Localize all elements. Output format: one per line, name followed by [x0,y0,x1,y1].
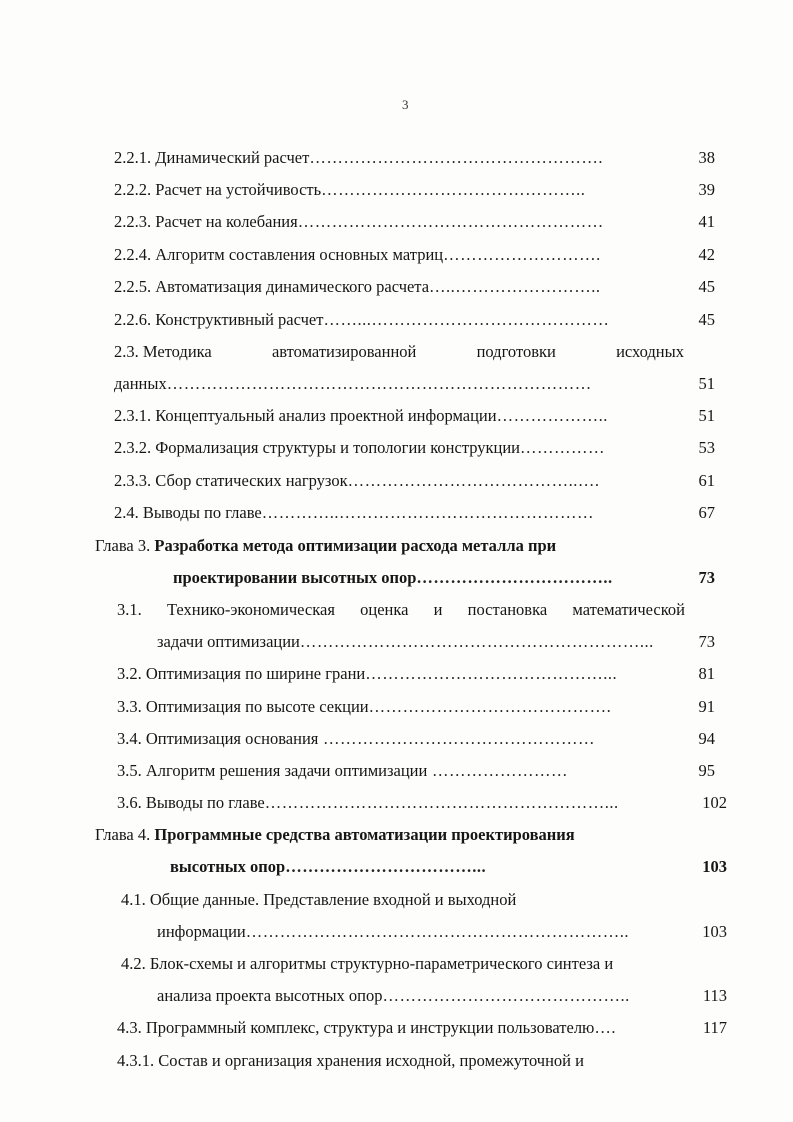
toc-leader-dots: ……………………………………….. [321,180,586,199]
toc-leader-dots: ……………….. [496,406,608,425]
page-number: 3 [402,97,409,112]
toc-entry [114,308,682,332]
toc-page-number: 102 [702,793,727,812]
toc-page-number: 45 [698,277,715,296]
toc-page-number: 45 [698,310,715,329]
toc-entry-title: высотных опор [170,857,286,876]
toc-entry-title: 2.3.2. Формализация структуры и топологии конструкции [114,438,521,457]
toc-entry [114,501,682,525]
toc-page-number: 113 [702,986,727,1005]
toc-page-number: 117 [702,1018,727,1037]
toc-entry [117,598,685,622]
toc-page-number: 103 [702,857,727,876]
toc-word: автоматизированной [271,342,417,361]
toc-word: исходных [616,342,684,361]
toc-entry [121,888,681,912]
toc-word: и [433,600,443,619]
toc-entry-title: 2.2.3. Расчет на колебания [114,212,298,231]
toc-word: Технико-экономическая [166,600,335,619]
toc-entry-title: данных [114,374,167,393]
toc-leader-dots: …………………………………….. [382,986,630,1005]
toc-page-number: 67 [698,503,715,522]
toc-page-number: 51 [698,406,715,425]
toc-page-number: 38 [698,148,715,167]
toc-leader-dots: ……………………………………………………... [299,632,654,651]
toc-entry-title: 4.3.1. Состав и организация хранения исходной, промежуточной и [117,1051,584,1070]
toc-entry [173,566,683,590]
toc-entry [157,984,685,1008]
toc-page-number: 39 [698,180,715,199]
toc-page-number: 53 [698,438,715,457]
chapter-heading [95,534,715,558]
toc-entry-title: 3.4. Оптимизация основания [117,729,319,748]
toc-leader-dots: ………………………………………………………………… [166,374,592,393]
toc-entry [114,340,684,364]
toc-entry-title: задачи оптимизации [157,632,300,651]
toc-entry-title: 2.2.4. Алгоритм составления основных матриц [114,245,444,264]
toc-entry-title: 2.2.2. Расчет на устойчивость [114,180,322,199]
chapter-title: Программные средства автоматизации проектирования [154,825,575,844]
toc-page-number: 41 [698,212,715,231]
toc-leader-dots: ………………………………………………………….. [245,922,629,941]
toc-page-number: 42 [698,245,715,264]
toc-entry [157,630,685,654]
toc-page-number: 73 [698,568,715,587]
chapter-title: Разработка метода оптимизации расхода металла при [154,536,557,555]
toc-entry-title: 3.3. Оптимизация по высоте секции [117,697,369,716]
toc-entry-title: 2.2.6. Конструктивный расчет [114,310,324,329]
toc-page-number: 103 [702,922,727,941]
toc-word: подготовки [476,342,556,361]
toc-word: постановка [467,600,548,619]
toc-entry [114,436,682,460]
toc-leader-dots: …. [594,1018,617,1037]
toc-leader-dots: ………………………………………… [318,729,595,748]
toc-leader-dots: ………………………. [443,245,601,264]
toc-entry [121,952,691,976]
toc-entry [114,372,666,396]
toc-leader-dots: ……...…………………………………… [323,310,610,329]
toc-entry [117,727,685,751]
toc-leader-dots: ……………………………………………. [309,148,603,167]
toc-leader-dots: ……………………………………………… [297,212,604,231]
toc-word: 3.1. [117,600,142,619]
toc-entry-title: 3.6. Выводы по главе [117,793,265,812]
toc-entry [157,920,685,944]
toc-page-number: 51 [698,374,715,393]
toc-entry [117,695,685,719]
toc-page-number: 61 [698,471,715,490]
chapter-heading [95,823,715,847]
toc-entry [117,662,685,686]
toc-leader-dots: ……………………………………... [365,664,618,683]
toc-page-number: 95 [698,761,715,780]
toc-leader-dots: …………………………………..…. [347,471,600,490]
toc-word: 2.3. Методика [114,342,212,361]
toc-entry-title: информации [157,922,246,941]
toc-entry-title: 2.2.1. Динамический расчет [114,148,310,167]
toc-entry [170,855,620,879]
toc-entry [117,791,685,815]
toc-entry [114,178,682,202]
toc-entry-title: 2.4. Выводы по главе [114,503,262,522]
toc-leader-dots: …………………… [427,761,568,780]
toc-leader-dots: …………… [520,438,606,457]
toc-leader-dots: ……………………………………………………... [264,793,619,812]
toc-entry [117,759,685,783]
chapter-prefix: Глава 4. [95,825,155,844]
toc-word: математической [572,600,685,619]
toc-entry [114,210,682,234]
toc-leader-dots: ……………………………………. [368,697,612,716]
toc-entry [117,1016,687,1040]
toc-entry-title: 3.2. Оптимизация по ширине грани [117,664,366,683]
toc-entry-title: 4.1. Общие данные. Представление входной и выходной [121,890,517,909]
toc-leader-dots: ……………………………... [285,857,487,876]
toc-entry [114,243,682,267]
toc-entry-title: анализа проекта высотных опор [157,986,383,1005]
toc-entry [114,146,682,170]
toc-entry-title: 4.3. Программный комплекс, структура и инструкции пользователю [117,1018,595,1037]
toc-leader-dots: …..…………………….. [429,277,601,296]
toc-page-number: 91 [698,697,715,716]
toc-entry-title: 2.3.3. Сбор статических нагрузок [114,471,348,490]
toc-entry-title: 3.5. Алгоритм решения задачи оптимизации [117,761,428,780]
toc-entry [117,1049,687,1073]
toc-leader-dots: …………..……………………………………… [261,503,594,522]
toc-entry [114,404,682,428]
toc-entry [114,469,682,493]
toc-page-number: 94 [698,729,715,748]
toc-leader-dots: …………………………….. [416,568,613,587]
toc-page-number: 73 [698,632,715,651]
toc-word: оценка [360,600,409,619]
toc-page-number: 81 [698,664,715,683]
toc-entry-title: 4.2. Блок-схемы и алгоритмы структурно-параметрического синтеза и [121,954,614,973]
toc-entry [114,275,682,299]
toc-entry-title: проектировании высотных опор [173,568,417,587]
chapter-prefix: Глава 3. [95,536,155,555]
toc-entry-title: 2.3.1. Концептуальный анализ проектной информации [114,406,497,425]
toc-entry-title: 2.2.5. Автоматизация динамического расчета [114,277,430,296]
